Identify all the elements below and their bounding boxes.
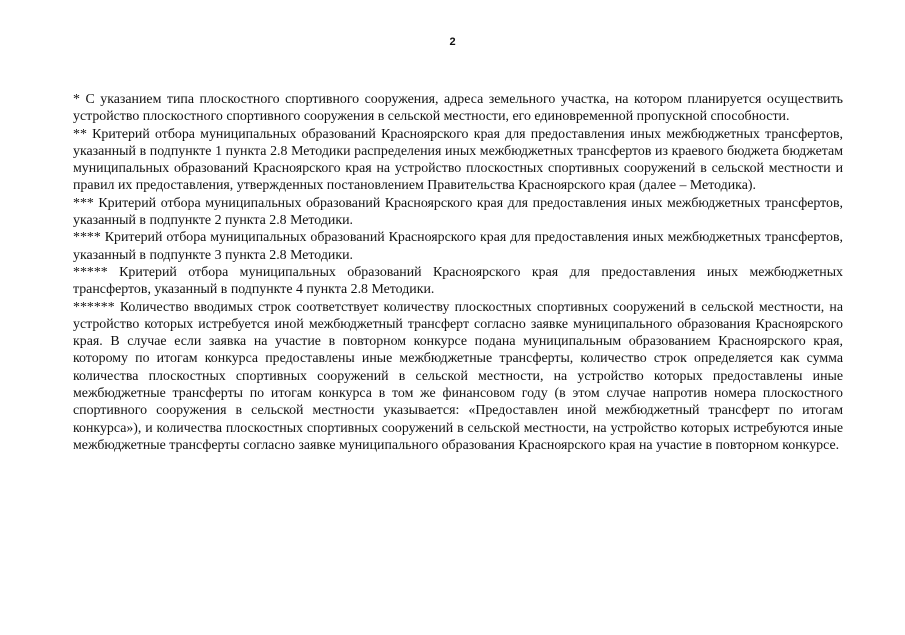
footnote-marker: ***** — [73, 264, 108, 280]
footnote-marker: **** — [73, 230, 101, 246]
footnote-text: Количество вводимых строк соответствует количеству плоскостных спортивных сооружений в сельской местности, на устройство которых истребуется иной межбюджетный трансферт согласно заявке муниципального образования Красноярского края. В случае если заявка на участие в повторном конкурсе подана муниципальным образованием Красноярского края, которому по итогам конкурса предоставлены иные межбюджетные трансферты, количество строк определяется как сумма количества плоскостных спортивных сооружений в сельской местности, на устройство которых предоставлены иные межбюджетные трансферты по итогам конкурса в том же финансовом году (в этом случае напротив номера плоскостного спортивного сооружения в сельской местности указывается: «Предоставлен иной межбюджетный трансферт по итогам конкурса»), и количества плоскостных спортивных сооружений в сельской местности, на устройство которых истребуются иные межбюджетные трансферты согласно заявке муниципального образования Красноярского края на участие в повторном конкурсе. — [73, 299, 843, 453]
footnote-text: С указанием типа плоскостного спортивного сооружения, адреса земельного участка, на котором планируется осуществить устройство плоскостного спортивного сооружения в сельской местности, его единовременной пропускной способности. — [73, 92, 843, 125]
footnote-5 — [73, 264, 843, 299]
footnote-2 — [73, 126, 843, 195]
footnote-4 — [73, 229, 843, 264]
footnote-marker: ** — [73, 126, 87, 142]
footnote-marker: * — [73, 92, 80, 107]
footnote-3 — [73, 195, 843, 230]
footnotes-section — [73, 91, 843, 454]
page-number: 2 — [449, 36, 456, 48]
footnote-1 — [73, 91, 843, 126]
footnote-marker: *** — [73, 195, 94, 211]
footnote-text: Критерий отбора муниципальных образований Красноярского края для предоставления иных межбюджетных трансфертов, указанный в подпункте 3 пункта 2.8 Методики. — [73, 230, 843, 263]
footnote-text: Критерий отбора муниципальных образований Красноярского края для предоставления иных межбюджетных трансфертов, указанный в подпункте 1 пункта 2.8 Методики распределения иных межбюджетных трансфертов из краевого бюджета бюджетам муниципальных образований Красноярского края на устройство плоскостных спортивных сооружений в сельской местности и правил их предоставления, утвержденных постановлением Правительства Красноярского края (далее – Методика). — [73, 126, 843, 194]
footnote-text: Критерий отбора муниципальных образований Красноярского края для предоставления иных межбюджетных трансфертов, указанный в подпункте 2 пункта 2.8 Методики. — [73, 195, 843, 229]
footnote-text: Критерий отбора муниципальных образований Красноярского края для предоставления иных межбюджетных трансфертов, указанный в подпункте 4 пункта 2.8 Методики. — [73, 264, 843, 298]
footnote-6 — [73, 299, 843, 455]
footnote-marker: ****** — [73, 299, 115, 315]
